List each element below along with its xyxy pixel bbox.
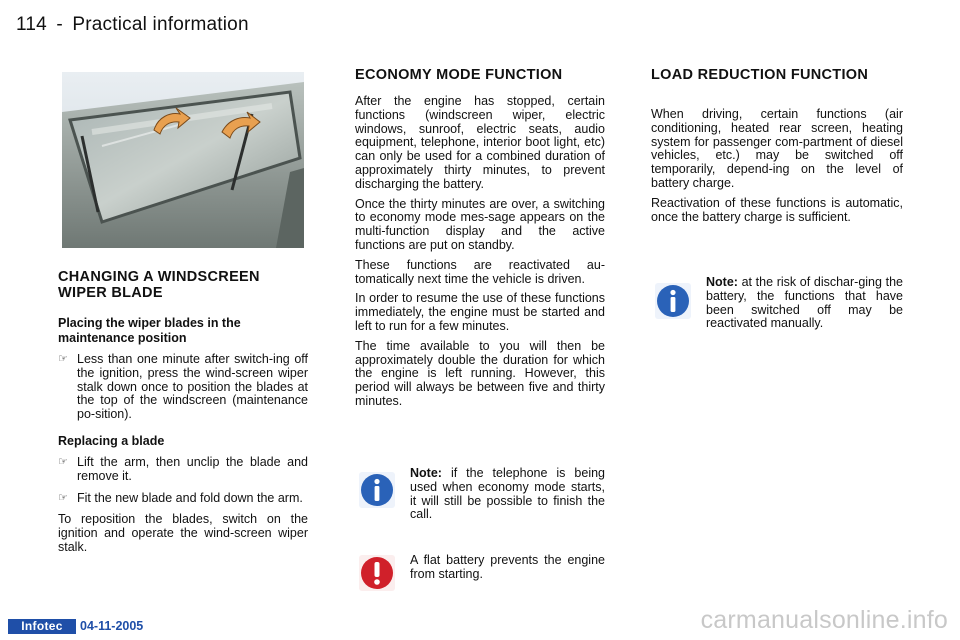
note-label: Note: (410, 466, 442, 480)
note-text-block (410, 467, 605, 522)
page-number: 114 (16, 14, 47, 35)
list-item (58, 353, 308, 422)
economy-mode-body (355, 95, 605, 415)
windscreen-wiper-photo (62, 72, 304, 248)
info-icon (654, 282, 692, 320)
load-reduction-note (654, 276, 903, 331)
load-reduction-heading: LOAD REDUCTION FUNCTION (651, 67, 869, 83)
pointing-hand-icon: ☞ (58, 455, 68, 468)
list-item (58, 492, 308, 506)
info-icon (358, 471, 396, 509)
wiper-section-heading: CHANGING A WINDSCREEN WIPER BLADE (58, 269, 260, 301)
wiper-section-body (58, 316, 308, 561)
reposition-paragraph: To reposition the blades, switch on the ignition and operate the wind-screen wiper stalk. (58, 512, 308, 554)
exclamation-icon (358, 554, 396, 592)
economy-paragraph: These functions are reactivated au-tomatically next time the vehicle is driven. (355, 257, 605, 286)
note-text: if the telephone is being used when economy mode starts, it will still be possible to finish the call. (410, 466, 605, 522)
pointing-hand-icon: ☞ (58, 491, 68, 504)
economy-paragraph: In order to resume the use of these functions immediately, the engine must be started and left to run for a few minutes. (355, 291, 605, 333)
page-header (16, 14, 249, 36)
load-reduction-paragraph: Reactivation of these functions is automatic, once the battery charge is sufficient. (651, 195, 903, 224)
list-item (58, 456, 308, 484)
page-section-title: Practical information (72, 14, 249, 35)
flat-battery-warning (358, 554, 605, 592)
load-reduction-paragraph: When driving, certain functions (air conditioning, heated rear screen, heating system for passenger com-partment of diesel vehicles, etc.) may be switched off temporarily, depend-ing on the level of battery charge. (651, 107, 903, 190)
economy-note (358, 467, 605, 522)
economy-paragraph: The time available to you will then be approximately double the duration for which the engine is left running. However, this period will always be between five and thirty minutes. (355, 338, 605, 408)
infotec-logo: Infotec (8, 619, 76, 634)
economy-paragraph: After the engine has stopped, certain functions (windscreen wiper, electric windows, sunroof, electric seats, audio equipment, telephone, interior boot light, etc) can only be used for a combined duration of approximately thirty minutes, to prevent discharging the battery. (355, 94, 605, 191)
note-label: Note: (706, 275, 738, 289)
bullet-text: Lift the arm, then unclip the blade and remove it. (77, 454, 308, 483)
economy-paragraph: Once the thirty minutes are over, a switching to economy mode mes-sage appears on the multi-function display and the active functions are put on standby. (355, 196, 605, 252)
maintenance-position-subheading: Placing the wiper blades in the maintenance position (58, 316, 241, 345)
footer-date: 04-11-2005 (80, 619, 144, 633)
warning-text: A flat battery prevents the engine from starting. (410, 553, 605, 581)
windscreen-illustration (62, 72, 304, 248)
site-watermark: carmanualsonline.info (700, 606, 948, 634)
note-text: at the risk of dischar-ging the battery, the functions that have been switched off may be reactivated manually. (706, 275, 903, 331)
header-separator: - (56, 14, 63, 35)
pointing-hand-icon: ☞ (58, 353, 68, 365)
load-reduction-body (651, 108, 903, 230)
note-text-block (706, 276, 903, 331)
bullet-text: Less than one minute after switch-ing off the ignition, press the wind-screen wiper stalk down once to position the blades at the top of the windscreen (maintenance po-sition). (77, 352, 308, 422)
bullet-text: Fit the new blade and fold down the arm. (77, 490, 303, 505)
replacing-blade-subheading: Replacing a blade (58, 433, 165, 448)
economy-mode-heading: ECONOMY MODE FUNCTION (355, 67, 563, 83)
